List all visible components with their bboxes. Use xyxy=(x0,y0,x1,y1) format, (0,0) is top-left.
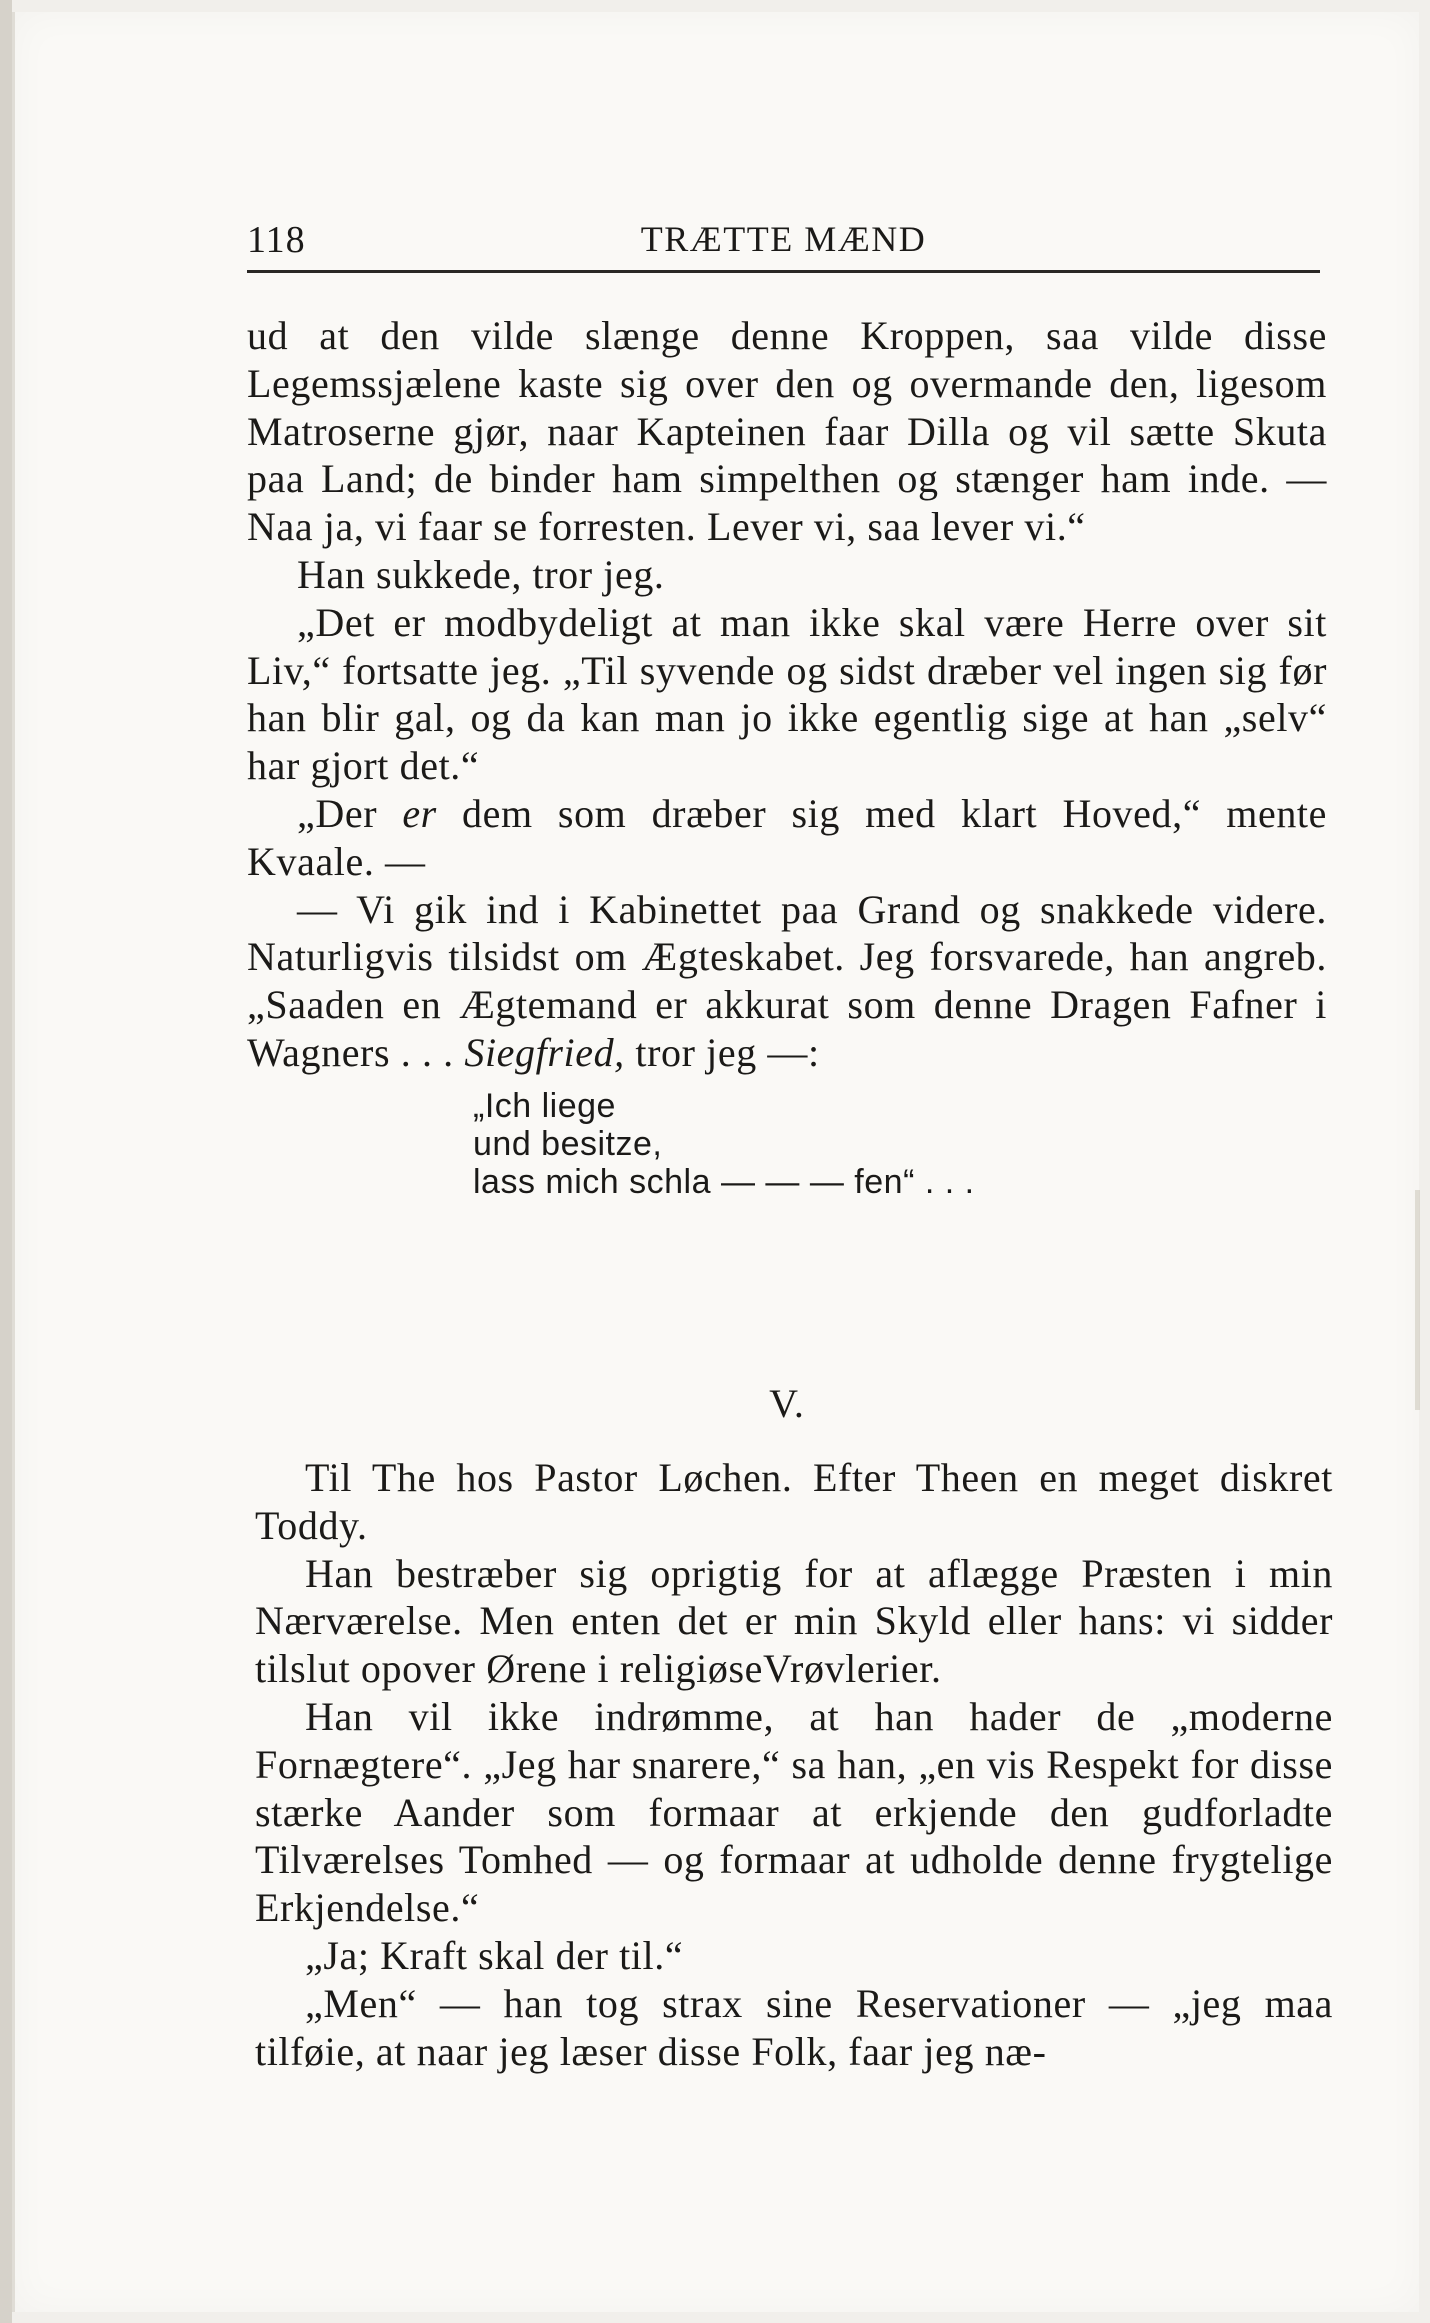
running-title: TRÆTTE MÆND xyxy=(640,219,927,259)
paragraph: ud at den vilde slænge denne Kroppen, saa vilde disse Legemssjælene kaste sig over den og overmande den, ligesom Matroserne gjør, naar Kapteinen faar Dilla og vil sætte Skuta paa Land; de binder ham simpelthen og stænger ham inde. — Naa ja, vi faar se forresten. Lever vi, saa lever vi.“ xyxy=(247,313,1327,550)
paragraph: „Det er modbydeligt at man ikke skal være Herre over sit Liv,“ fortsatte jeg. „Til syvende og sidst dræber vel ingen sig før han blir gal, og da kan man jo ikke egentlig sige at han „selv“ har gjort det.“ xyxy=(247,599,1327,789)
paragraph: Han sukkede, tror jeg. xyxy=(297,551,665,597)
verse-line: lass mich schla — — — fen“ . . . xyxy=(473,1162,975,1201)
paragraph xyxy=(247,790,1327,886)
verse-line: „Ich liege xyxy=(473,1086,616,1125)
paragraph: Han vil ikke indrømme, at han hader de „moderne Fornægtere“. „Jeg har snarere,“ sa han, „en vis Respekt for disse stærke Aander som formaar at erkjende den gudforladte Tilværelses Tomhed — og formaar at udholde denne frygtelige Erkjendelse.“ xyxy=(255,1693,1333,1931)
text-run: — Vi gik ind i Kabinettet paa Grand og snakkede videre. Naturligvis tilsidst om Ægteskabet. Jeg forsvarede, han angreb. „Saaden en Ægtemand er akkurat som denne Dragen Fafner i Wagners . . . xyxy=(247,886,1327,1075)
text-run: dem som dræber sig med klart Hoved,“ mente Kvaale. — xyxy=(247,790,1327,884)
text-run: „Der xyxy=(297,790,403,836)
work-title: Siegfried, xyxy=(464,1029,625,1075)
page-number: 118 xyxy=(247,219,306,261)
paragraph: Han bestræber sig oprigtig for at aflægge Præsten i min Nærværelse. Men enten det er min Skyld eller hans: vi sidder tilslut opover Ørene i religiøseVrøvlerier. xyxy=(255,1550,1333,1692)
section-five-text-block xyxy=(255,1454,1333,2075)
scan-artifact xyxy=(1415,1190,1420,1410)
paragraph: Til The hos Pastor Løchen. Efter Theen en meget diskret Toddy. xyxy=(255,1455,1333,1548)
page-edge xyxy=(0,0,12,2323)
section-heading: V. xyxy=(769,1381,805,1426)
paragraph: „Men“ — han tog strax sine Reservationer — „jeg maa tilføie, at naar jeg læser disse Folk, faar jeg næ- xyxy=(255,1980,1333,2074)
text-run: tror jeg —: xyxy=(624,1029,820,1075)
verse-line: und besitze, xyxy=(473,1124,663,1163)
main-text-block xyxy=(247,312,1327,1201)
page-header xyxy=(247,218,1320,273)
quoted-verse xyxy=(473,1087,1327,1201)
paragraph xyxy=(247,886,1327,1077)
paragraph: „Ja; Kraft skal der til.“ xyxy=(305,1932,684,1978)
emphasis: er xyxy=(402,790,437,836)
